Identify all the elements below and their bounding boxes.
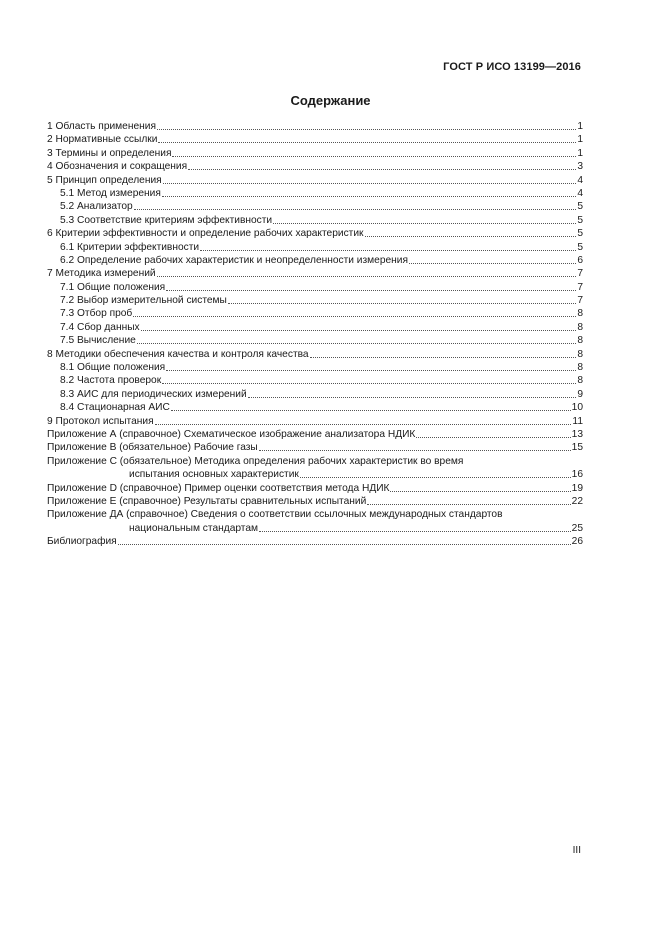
toc-entry[interactable]	[47, 241, 583, 254]
toc-entry[interactable]	[47, 321, 583, 334]
toc-entry-page: 10	[571, 402, 583, 414]
toc-entry-label: Приложение Е (справочное) Результаты сравнительных испытаний	[47, 495, 367, 507]
toc-entry[interactable]	[47, 428, 583, 441]
toc-entry-label: 6.1 Критерии эффективности	[60, 241, 200, 253]
toc-entry[interactable]	[47, 267, 583, 280]
toc-entry-label: 5.2 Анализатор	[60, 201, 133, 213]
toc-entry[interactable]	[47, 254, 583, 267]
toc-entry-page: 25	[571, 522, 583, 534]
dot-leader	[157, 120, 576, 130]
toc-entry[interactable]	[47, 482, 583, 495]
toc-entry[interactable]	[47, 200, 583, 213]
toc-entry-label: 1 Область применения	[47, 121, 156, 132]
toc-entry[interactable]	[47, 361, 583, 374]
toc-entry-label: Приложение А (справочное) Схематическое изображение анализатора НДИК	[47, 428, 416, 440]
toc-entry-page: 8	[577, 321, 583, 333]
page-title: Содержание	[290, 93, 371, 108]
toc-entry-page: 5	[577, 214, 583, 226]
toc-entry-label: 8 Методики обеспечения качества и контроля качества	[47, 348, 309, 360]
toc-entry-label: 4 Обозначения и сокращения	[47, 161, 188, 173]
toc-entry-label: 3 Термины и определения	[47, 147, 172, 159]
toc-entry-label: 9 Протокол испытания	[47, 415, 154, 427]
toc-entry-label: 5.1 Метод измерения	[60, 187, 161, 199]
toc-entry-page: 19	[571, 482, 583, 494]
toc-entry-label: Приложение С (обязательное) Методика определения рабочих характеристик во время	[47, 455, 464, 467]
toc-entry-page: 13	[571, 428, 583, 440]
toc-entry-label: 8.2 Частота проверок	[60, 375, 162, 387]
toc-entry-label: 5.3 Соответствие критериям эффективности	[60, 214, 273, 226]
toc-entry[interactable]	[47, 147, 583, 160]
toc-entry-page: 15	[571, 442, 583, 454]
dot-leader	[300, 468, 571, 478]
toc-entry-page: 8	[577, 335, 583, 347]
dot-leader	[259, 522, 571, 532]
toc-entry-page: 11	[572, 415, 583, 427]
dot-leader	[390, 482, 570, 492]
toc-entry-label: 7 Методика измерений	[47, 268, 156, 280]
toc-entry-label: 5 Принцип определения	[47, 174, 162, 186]
toc-entry[interactable]	[47, 307, 583, 320]
toc-entry-page: 7	[577, 268, 583, 280]
toc-entry[interactable]	[47, 187, 583, 200]
toc-entry-page: 5	[577, 201, 583, 213]
toc-entry-page: 22	[571, 495, 583, 507]
toc-entry[interactable]	[47, 415, 583, 428]
dot-leader	[416, 428, 570, 438]
toc-entry-label: 2 Нормативные ссылки	[47, 134, 158, 146]
toc-entry[interactable]	[47, 174, 583, 187]
toc-entry[interactable]	[47, 401, 583, 414]
toc-entry-label: 7.3 Отбор проб	[60, 308, 133, 320]
toc-entry-page: 8	[577, 375, 583, 387]
dot-leader	[157, 267, 577, 277]
dot-leader	[158, 133, 576, 143]
toc-entry[interactable]	[47, 348, 583, 361]
toc-entry-page: 7	[577, 281, 583, 293]
toc-entry-page: 5	[577, 228, 583, 240]
toc-entry[interactable]	[47, 281, 583, 294]
toc-entry[interactable]	[47, 388, 583, 401]
toc-entry-label: 7.1 Общие положения	[60, 281, 166, 293]
toc-entry-label: Библиография	[47, 536, 117, 548]
toc-entry-page: 8	[577, 348, 583, 360]
toc-entry-page: 3	[577, 161, 583, 173]
dot-leader	[172, 147, 576, 157]
toc-entry-label: 8.3 АИС для периодических измерений	[60, 388, 247, 400]
toc-entry-label: 7.2 Выбор измерительной системы	[60, 295, 227, 307]
toc-entry-page: 1	[577, 134, 583, 146]
toc-entry-label: 6.2 Определение рабочих характеристик и неопределенности измерения	[60, 254, 409, 266]
toc-entry-page: 1	[577, 147, 583, 159]
toc-entry[interactable]	[47, 120, 583, 133]
dot-leader	[259, 441, 571, 451]
dot-leader	[409, 254, 576, 264]
toc-entry-label-continued: испытания основных характеристик	[129, 469, 299, 481]
toc-entry[interactable]	[47, 455, 583, 482]
toc-entry-label: 7.5 Вычисление	[60, 335, 136, 347]
dot-leader	[141, 321, 577, 331]
toc-entry-page: 1	[577, 121, 583, 132]
dot-leader	[118, 535, 571, 545]
dot-leader	[162, 374, 576, 384]
dot-leader	[188, 160, 576, 170]
toc-entry[interactable]	[47, 334, 583, 347]
dot-leader	[163, 174, 577, 184]
dot-leader	[367, 495, 570, 505]
toc-entry-page: 8	[577, 362, 583, 374]
toc-entry-page: 6	[577, 254, 583, 266]
dot-leader	[310, 348, 577, 358]
toc-entry-label: Приложение ДА (справочное) Сведения о соответствии ссылочных международных стандартов	[47, 509, 503, 521]
toc-entry-page: 16	[571, 469, 583, 481]
dot-leader	[134, 200, 577, 210]
toc-entry[interactable]	[47, 214, 583, 227]
toc-entry-label: 6 Критерии эффективности и определение рабочих характеристик	[47, 228, 364, 240]
toc-entry[interactable]	[47, 227, 583, 240]
toc-entry[interactable]	[47, 133, 583, 146]
dot-leader	[248, 388, 577, 398]
dot-leader	[166, 361, 576, 371]
toc-entry-page: 4	[577, 187, 583, 199]
dot-leader	[162, 187, 576, 197]
toc-entry-label: 8.4 Стационарная АИС	[60, 402, 170, 414]
toc-entry-page: 7	[577, 295, 583, 307]
toc-entry[interactable]	[47, 160, 583, 173]
toc-entry-label: Приложение D (справочное) Пример оценки соответствия метода НДИК	[47, 482, 390, 494]
toc-entry-page: 8	[577, 308, 583, 320]
dot-leader	[171, 401, 571, 411]
toc-entry-page: 4	[577, 174, 583, 186]
table-of-contents	[47, 120, 583, 549]
dot-leader	[365, 227, 577, 237]
dot-leader	[166, 281, 576, 291]
dot-leader	[133, 307, 576, 317]
toc-entry[interactable]	[47, 374, 583, 387]
toc-entry-label: 7.4 Сбор данных	[60, 321, 140, 333]
dot-leader	[273, 214, 576, 224]
toc-entry[interactable]	[47, 495, 583, 508]
toc-entry-page: 26	[571, 536, 583, 548]
toc-entry-page: 5	[577, 241, 583, 253]
toc-entry[interactable]	[47, 294, 583, 307]
dot-leader	[228, 294, 576, 304]
dot-leader	[137, 334, 577, 344]
toc-entry-label-continued: национальным стандартам	[129, 522, 259, 534]
dot-leader	[200, 241, 576, 251]
page-number: III	[572, 845, 581, 856]
dot-leader	[155, 415, 572, 425]
toc-entry-label: 8.1 Общие положения	[60, 362, 166, 374]
toc-entry-page: 9	[577, 388, 583, 400]
toc-entry[interactable]	[47, 535, 583, 548]
toc-entry[interactable]	[47, 441, 583, 454]
toc-entry[interactable]	[47, 508, 583, 535]
toc-entry-label: Приложение В (обязательное) Рабочие газы	[47, 442, 258, 454]
document-code: ГОСТ Р ИСО 13199—2016	[443, 61, 581, 73]
